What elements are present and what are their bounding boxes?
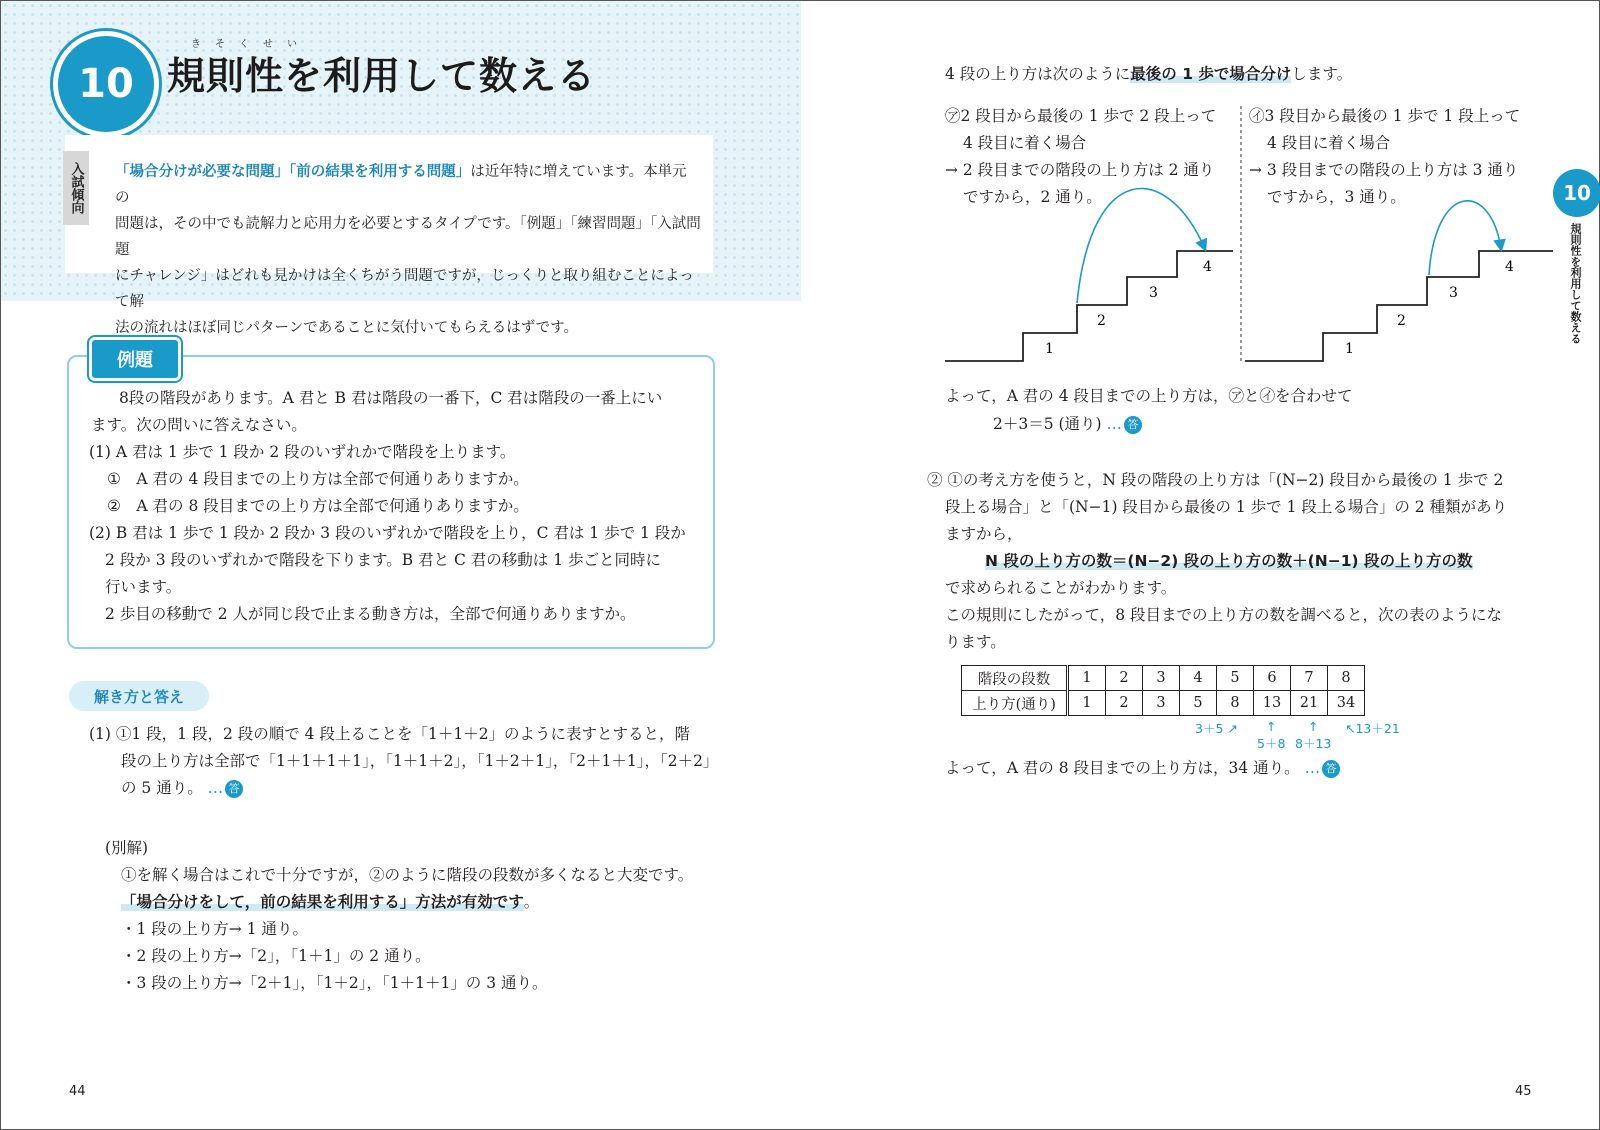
bullet-item: ・1 段の上り方→ 1 通り。 — [121, 920, 308, 938]
step-label: 4 — [1505, 259, 1514, 275]
example-line: 2 段か 3 段のいずれかで階段を下ります。B 君と C 君の移動は 1 歩ごと同時に — [105, 551, 662, 569]
case-a-line: ですから，2 通り。 — [963, 188, 1102, 206]
formula-line — [985, 548, 1473, 575]
solution-line: 段の上り方は全部で「1＋1＋1＋1」，「1＋1＋2」，「1＋2＋1」，「2＋1＋1」，「2＋2」 — [121, 752, 719, 770]
sum-note-text: 5＋8 — [1257, 736, 1286, 751]
intro-highlight: 最後の 1 歩で場合分け — [1130, 65, 1292, 83]
trend-text — [115, 159, 701, 341]
table-cell: 5 — [1217, 666, 1254, 691]
table-row — [962, 666, 1365, 691]
table-cell: 8 — [1217, 691, 1254, 716]
intro-line — [945, 61, 1352, 88]
example-subquestion: ② A 君の 8 段目までの上り方は全部で何通りありますか。 — [107, 497, 529, 515]
betsu-highlight-line — [121, 889, 539, 916]
after-formula-line: で求められることがわかります。 — [945, 579, 1177, 597]
example-question-1: (1) A 君は 1 歩で 1 段か 2 段のいずれかで階段を上ります。 — [89, 443, 516, 461]
trend-line: 問題は，その中でも読解力と応用力を必要とするタイプです。「例題」「練習問題」「入試問題 — [115, 216, 701, 258]
stairs-case-a — [945, 251, 1233, 361]
step-label: 3 — [1449, 285, 1458, 301]
side-chapter-title: 規則性を利用して数える — [1569, 223, 1582, 344]
trend-emphasis: 「場合分けが必要な問題」「前の結果を利用する問題」 — [115, 164, 471, 180]
chapter-number-badge: 10 — [53, 31, 159, 137]
example-question-2: (2) B 君は 1 歩で 1 段か 2 段か 3 段のいずれかで階段を上り，C 君は 1 歩で 1 段か — [89, 524, 686, 542]
table-cell: 3 — [1143, 666, 1180, 691]
row-header: 階段の段数 — [962, 666, 1068, 691]
intro-post: します。 — [1291, 65, 1353, 83]
jump-arrow-b — [1429, 201, 1501, 275]
equation-text: 2＋3＝5 (通り) — [993, 415, 1102, 433]
example-line: 8段の階段があります。A 君と B 君は階段の一番下，C 君は階段の一番上にい — [119, 389, 663, 407]
example-subquestion: ① A 君の 4 段目までの上り方は全部で何通りありますか。 — [107, 470, 529, 488]
sum-note-text: 8＋13 — [1295, 736, 1332, 751]
answer-icon: 答 — [1124, 416, 1142, 434]
final-conclusion — [945, 755, 1340, 782]
example-line: ます。次の問いに答えなさい。 — [91, 416, 307, 434]
table-cell: 2 — [1106, 691, 1143, 716]
jump-arrow-a — [1077, 189, 1205, 303]
trend-line: にチャレンジ」はどれも見かけは全くちがう問題ですが，じっくりと取り組むことによって解 — [115, 268, 694, 310]
sum-note: ↖13＋21 — [1345, 721, 1400, 736]
trend-line-text: は近年特に増えています。本単元の — [115, 164, 687, 206]
conclusion-line: よって，A 君の 4 段目までの上り方は，㋐と㋑を合わせて — [945, 387, 1353, 405]
trend-tab-label: 入試傾向 — [63, 151, 89, 225]
formula-highlight: N 段の上り方の数＝(N−2) 段の上り方の数＋(N−1) 段の上り方の数 — [985, 552, 1473, 570]
after-formula-line: ります。 — [945, 633, 1006, 651]
step-label: 2 — [1097, 313, 1106, 329]
answer-dots: … — [1304, 759, 1321, 777]
answer-icon: 答 — [1322, 760, 1340, 778]
case-a-line: ㋐2 段目から最後の 1 歩で 2 段上って — [945, 107, 1217, 125]
side-chapter-badge: 10 — [1553, 169, 1600, 217]
table-cell: 5 — [1180, 691, 1217, 716]
table-cell: 7 — [1291, 666, 1328, 691]
step-label: 4 — [1203, 259, 1212, 275]
page-number-left: 44 — [69, 1084, 86, 1099]
example-line: 行います。 — [105, 578, 182, 596]
betsu-label: (別解) — [105, 839, 149, 857]
case-b-line: 4 段目に着く場合 — [1267, 134, 1391, 152]
final-conclusion-text: よって，A 君の 8 段目までの上り方は，34 通り。 — [945, 759, 1300, 777]
step-label: 3 — [1149, 285, 1158, 301]
answer-section-label: 解き方と答え — [69, 681, 209, 711]
row-header: 上り方(通り) — [962, 691, 1068, 716]
table-cell: 1 — [1068, 666, 1106, 691]
case-a-line: → 2 段目までの階段の上り方は 2 通り — [945, 161, 1215, 179]
stairs-diagram — [941, 101, 1561, 371]
sum-note: ↑ 8＋13 — [1295, 719, 1332, 751]
answer-dots: … — [1106, 415, 1123, 433]
case-b-line: ㋑3 段目から最後の 1 歩で 1 段上って — [1249, 107, 1521, 125]
betsu-highlight-end: 。 — [523, 893, 540, 911]
table-cell: 4 — [1180, 666, 1217, 691]
example-label: 例題 — [89, 337, 181, 381]
table-cell: 6 — [1254, 666, 1291, 691]
solution-line: (1) ①1 段，1 段，2 段の順で 4 段上ることを「1＋1＋2」のように表すとすると，階 — [89, 725, 691, 743]
part2-line: ますから， — [945, 525, 1023, 543]
case-a-line: 4 段目に着く場合 — [963, 134, 1087, 152]
example-line: 2 歩目の移動で 2 人が同じ段で止まる動き方は，全部で何通りありますか。 — [105, 605, 636, 623]
solution-line — [121, 775, 243, 802]
solution-line-text: の 5 通り。 — [121, 779, 203, 797]
step-label: 2 — [1397, 313, 1406, 329]
trend-line — [115, 159, 701, 211]
table-cell: 8 — [1328, 666, 1365, 691]
step-label: 1 — [1045, 341, 1054, 357]
sum-note-text: 3＋5 — [1195, 721, 1224, 736]
after-formula-line: この規則にしたがって，8 段目までの上り方の数を調べると，次の表のようにな — [945, 606, 1502, 624]
title-ruby: きそくせい — [191, 39, 311, 50]
table-row — [962, 691, 1365, 716]
case-b-line: → 3 段目までの階段の上り方は 3 通り — [1249, 161, 1519, 179]
bullet-item: ・3 段の上り方→「2＋1」，「1＋2」，「1＋1＋1」の 3 通り。 — [121, 974, 548, 992]
chapter-title: 規則性を利用して数える — [167, 54, 597, 98]
betsu-highlight: 「場合分けをして，前の結果を利用する」方法が有効です — [121, 893, 524, 911]
sum-note: ↑ 5＋8 — [1257, 719, 1286, 751]
table-cell: 3 — [1143, 691, 1180, 716]
table-cell: 21 — [1291, 691, 1328, 716]
table-cell: 34 — [1328, 691, 1365, 716]
part2-line: ② ①の考え方を使うと，N 段の階段の上り方は「(N−2) 段目から最後の 1 歩で 2 — [927, 471, 1504, 489]
conclusion-equation — [993, 411, 1142, 438]
trend-line: 法の流れはほぼ同じパターンであることに気付いてもらえるはずです。 — [115, 320, 578, 336]
sum-note-text: 13＋21 — [1355, 721, 1400, 736]
table-cell: 13 — [1254, 691, 1291, 716]
intro-pre: 4 段の上り方は次のように — [945, 65, 1131, 83]
part2-line: 段上る場合」と「(N−1) 段目から最後の 1 歩で 1 段上る場合」の 2 種類があり — [945, 498, 1508, 516]
table-cell: 1 — [1068, 691, 1106, 716]
answer-dots: … — [207, 779, 224, 797]
bullet-item: ・2 段の上り方→「2」，「1＋1」の 2 通り。 — [121, 947, 431, 965]
case-b-line: ですから，3 通り。 — [1267, 188, 1406, 206]
page-number-right: 45 — [1515, 1084, 1532, 1099]
table-cell: 2 — [1106, 666, 1143, 691]
step-label: 1 — [1345, 341, 1354, 357]
sum-note: 3＋5 ↗ — [1195, 721, 1238, 736]
answer-icon: 答 — [225, 780, 243, 798]
betsu-line: ①を解く場合はこれで十分ですが，②のように階段の段数が多くなると大変です。 — [121, 866, 694, 884]
steps-table — [961, 665, 1365, 716]
